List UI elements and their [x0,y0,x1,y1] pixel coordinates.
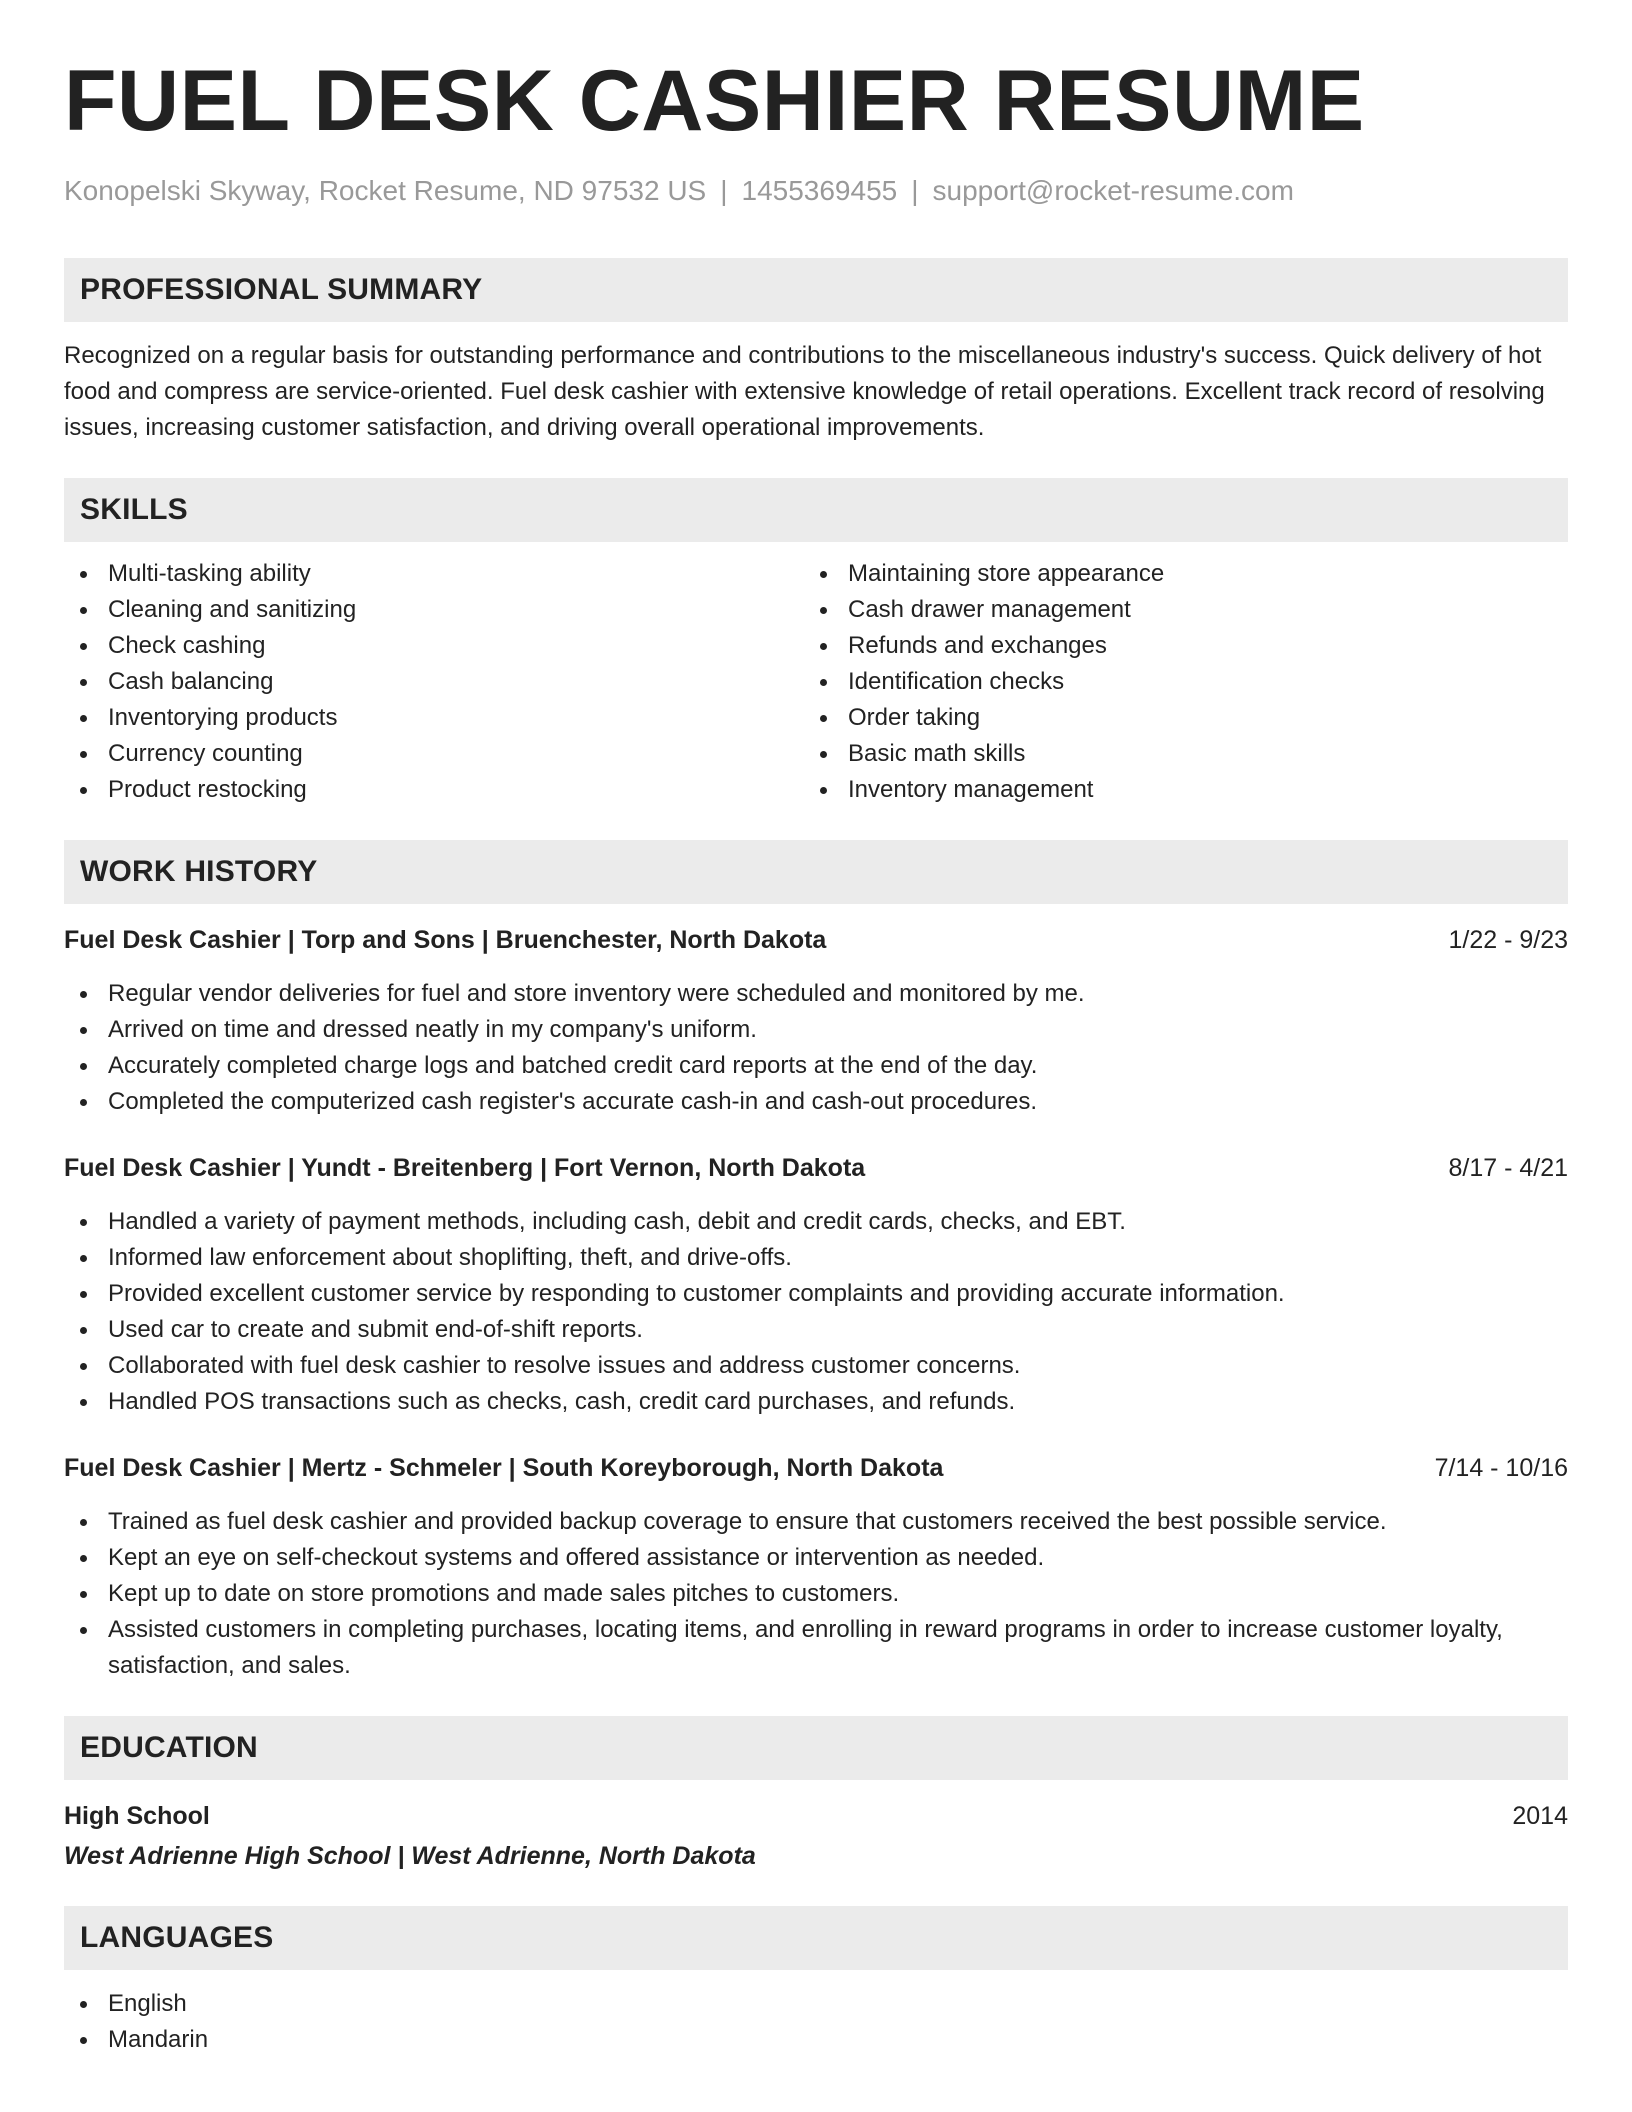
skill-item: Currency counting [64,736,804,772]
summary-heading: PROFESSIONAL SUMMARY [64,258,1568,322]
languages-heading: LANGUAGES [64,1906,1568,1970]
skill-item: Cash drawer management [804,592,1544,628]
skill-item: Basic math skills [804,736,1544,772]
contact-separator: | [911,175,919,206]
job-bullet: Accurately completed charge logs and batched credit card reports at the end of the day. [64,1048,1568,1084]
skill-item: Refunds and exchanges [804,628,1544,664]
job-title: Fuel Desk Cashier | Mertz - Schmeler | South Koreyborough, North Dakota [64,1453,944,1482]
job-bullet: Provided excellent customer service by responding to customer complaints and providing accurate information. [64,1276,1568,1312]
language-item: English [64,1986,1568,2022]
job-bullets [64,1504,1568,1684]
skill-item: Identification checks [804,664,1544,700]
skills-grid [64,556,1568,808]
education-degree: High School [64,1801,210,1830]
job-bullets [64,976,1568,1120]
skills-heading: SKILLS [64,478,1568,542]
skill-item: Cash balancing [64,664,804,700]
resume-title: FUEL DESK CASHIER RESUME [64,53,1365,149]
education-header [64,1798,1568,1834]
job-bullet: Used car to create and submit end-of-shift reports. [64,1312,1568,1348]
education-heading: EDUCATION [64,1716,1568,1780]
languages-list [64,1986,1568,2058]
skill-item: Order taking [804,700,1544,736]
skills-column-left [64,556,804,808]
job-bullet: Regular vendor deliveries for fuel and store inventory were scheduled and monitored by me. [64,976,1568,1012]
skill-item: Check cashing [64,628,804,664]
skills-section [64,478,1568,808]
job-bullet: Trained as fuel desk cashier and provided backup coverage to ensure that customers received the best possible service. [64,1504,1568,1540]
job-bullet: Completed the computerized cash register's accurate cash-in and cash-out procedures. [64,1084,1568,1120]
skill-item: Inventorying products [64,700,804,736]
languages-section [64,1906,1568,2058]
job-bullet: Kept an eye on self-checkout systems and offered assistance or intervention as needed. [64,1540,1568,1576]
job-entry [64,922,1568,1120]
contact-separator: | [720,175,728,206]
education-section [64,1716,1568,1874]
education-year: 2014 [1512,1801,1568,1830]
contact-phone: 1455369455 [741,175,898,206]
job-bullet: Collaborated with fuel desk cashier to resolve issues and address customer concerns. [64,1348,1568,1384]
job-bullet: Informed law enforcement about shoplifting, theft, and drive-offs. [64,1240,1568,1276]
skills-column-right [804,556,1544,808]
job-bullet: Arrived on time and dressed neatly in my company's uniform. [64,1012,1568,1048]
job-bullet: Kept up to date on store promotions and made sales pitches to customers. [64,1576,1568,1612]
job-bullet: Assisted customers in completing purchases, locating items, and enrolling in reward programs in order to increase customer loyalty, satisfaction, and sales. [64,1612,1568,1684]
skill-item: Multi-tasking ability [64,556,804,592]
job-dates: 7/14 - 10/16 [1434,1453,1568,1482]
job-title: Fuel Desk Cashier | Torp and Sons | Bruenchester, North Dakota [64,925,827,954]
job-bullet: Handled POS transactions such as checks, cash, credit card purchases, and refunds. [64,1384,1568,1420]
job-entry [64,1450,1568,1684]
summary-section [64,258,1568,446]
skill-item: Maintaining store appearance [804,556,1544,592]
job-dates: 1/22 - 9/23 [1448,925,1568,954]
education-school: West Adrienne High School | West Adrienne, North Dakota [64,1841,756,1870]
work-history-section [64,840,1568,1684]
skill-item: Product restocking [64,772,804,808]
contact-email: support@rocket-resume.com [932,175,1294,206]
skill-item: Inventory management [804,772,1544,808]
job-bullets [64,1204,1568,1420]
job-header [64,1450,1568,1486]
job-header [64,922,1568,958]
job-title: Fuel Desk Cashier | Yundt - Breitenberg | Fort Vernon, North Dakota [64,1153,866,1182]
job-entry [64,1150,1568,1420]
job-dates: 8/17 - 4/21 [1448,1153,1568,1182]
skill-item: Cleaning and sanitizing [64,592,804,628]
job-header [64,1150,1568,1186]
language-item: Mandarin [64,2022,1568,2058]
job-bullet: Handled a variety of payment methods, including cash, debit and credit cards, checks, and EBT. [64,1204,1568,1240]
work-history-heading: WORK HISTORY [64,840,1568,904]
contact-address: Konopelski Skyway, Rocket Resume, ND 97532 US [64,175,707,206]
contact-line [64,174,1568,208]
summary-text: Recognized on a regular basis for outstanding performance and contributions to the miscellaneous industry's success. Quick delivery of hot food and compress are service-oriented. Fuel desk cashier with extensive knowledge of retail operations. Excellent track record of resolving issues, increasing customer satisfaction, and driving overall operational improvements. [64,341,1545,441]
